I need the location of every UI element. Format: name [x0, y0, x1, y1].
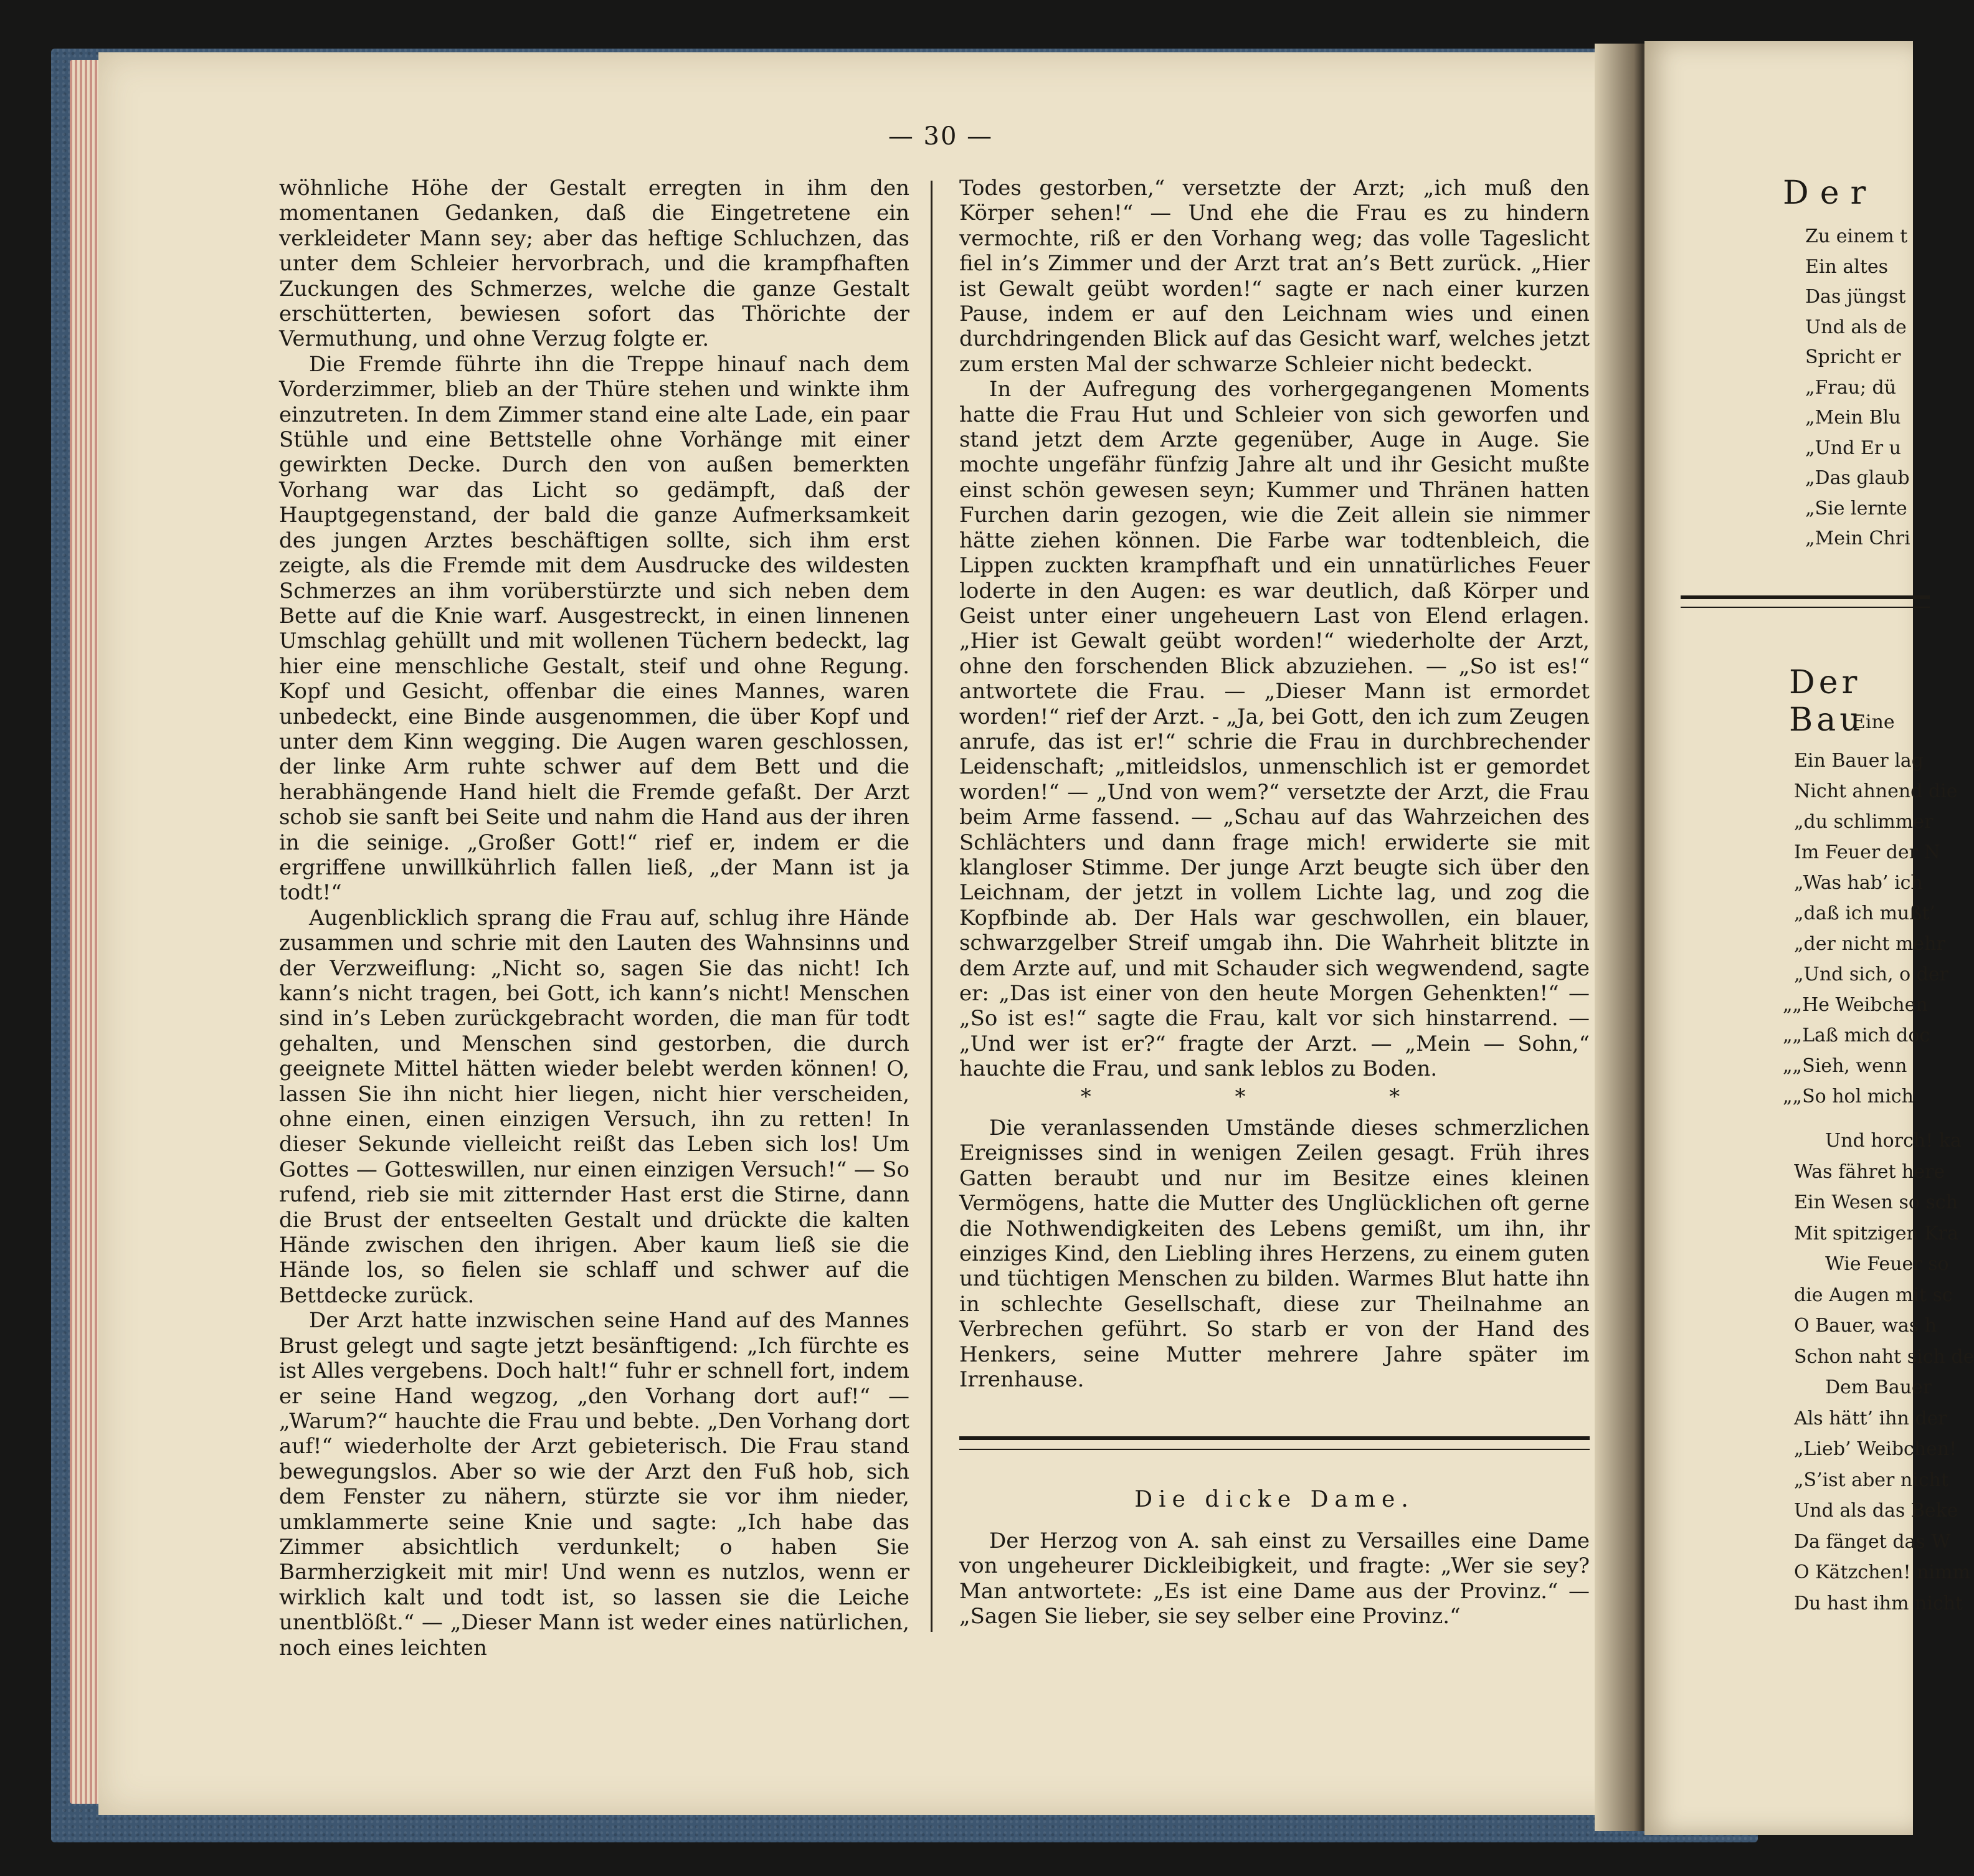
poem-line: „Sie lernte	[1805, 497, 1907, 519]
poem-line: O Bauer, was h	[1794, 1315, 1937, 1337]
right-column	[959, 176, 1590, 1629]
poem-line: „Mein Chri	[1805, 528, 1910, 549]
poem-line: Und als de	[1805, 316, 1907, 338]
poem-line: „„So hol mich	[1783, 1086, 1914, 1107]
poem-subtitle-2: Eine	[1852, 711, 1895, 733]
poem-line: Spricht er	[1805, 346, 1901, 368]
poem-line: Im Feuer der N	[1794, 841, 1940, 863]
poem-line: „S’ist aber nicht	[1794, 1469, 1949, 1491]
poem-line: „„Sieh, wenn	[1783, 1055, 1907, 1077]
paragraph: In der Aufregung des vorhergegangenen Moments hatte die Frau Hut und Schleier von sich geworfen und stand jetzt dem Arzte gegenüber, Auge in Auge. Sie mochte ungefähr fünfzig Jahre alt und ihr Gesicht mußte einst schön gewesen seyn; Kummer und Thränen hatten Furchen darin gezogen, wie die Zeit allein sie nimmer hätte ziehen können. Die Farbe war todtenbleich, die Lippen zuckten krampfhaft und ein unnatürliches Feuer loderte in den Augen: es war deutlich, daß Körper und Geist unter einer ungeheuern Last von Elend erlagen. „Hier ist Gewalt geübt worden!“ wiederholte der Arzt, ohne den forschenden Blick abzuziehen. — „So ist es!“ antwortete die Frau. — „Dieser Mann ist ermordet worden!“ rief der Arzt. - „Ja, bei Gott, den ich zum Zeugen anrufe, das ist er!“ schrie die Frau in durchbrechender Leidenschaft; „mitleidslos, unmenschlich ist er gemordet worden!“ — „Und von wem?“ versetzte der Arzt, die Frau beim Arme fassend. — „Schau auf das Wahrzeichen des Schlächters und dann frage mich! erwiderte sie mit klangloser Stimme. Der junge Arzt beugte sich über den Leichnam, der jetzt in vollem Lichte lag, und zog die Kopfbinde ab. Der Hals war geschwollen, ein blauer, schwarzgelber Streif umgab ihn. Die Wahrheit blitzte in dem Arzte auf, und mit Schauder sich wegwendend, sagte er: „Das ist einer von den heute Morgen Gehenkten!“ — „So ist es!“ sagte die Frau, kalt vor sich hinstarrend. — „Und wer ist er?“ fragte der Arzt. — „Mein — Sohn,“ hauchte die Frau, und sank leblos zu Boden.	[959, 377, 1590, 1082]
poem-line: „„Laß mich doc	[1783, 1025, 1930, 1046]
paragraph: Der Arzt hatte inzwischen seine Hand auf des Mannes Brust gelegt und sagte jetzt besänftigend: „Ich fürchte es ist Alles vergebens. Doch halt!“ fuhr er schnell fort, indem er seine Hand wegzog, „den Vorhang dort auf!“ — „Warum?“ hauchte die Frau und bebte. „Den Vorhang dort auf!“ wiederholte der Arzt gebieterisch. Die Frau stand bewegungslos. Aber so wie der Arzt den Fuß hob, sich dem Fenster zu nähern, stürzte sie vor ihm nieder, umklammerte seine Knie und sagte: „Ich habe das Zimmer absichtlich verdunkelt; o haben Sie Barmherzigkeit mit mir! Und wenn es nutzlos, wenn er wirklich kalt und todt ist, so lassen sie die Leiche unentblößt.“ — „Dieser Mann ist weder eines natürlichen, noch eines leichten	[279, 1308, 909, 1660]
right-page	[1644, 41, 1974, 1835]
poem-line: Ein Wesen so sch	[1794, 1191, 1958, 1213]
poem-line: Nicht ahnend die	[1794, 780, 1958, 802]
paragraph: Die Fremde führte ihn die Treppe hinauf nach dem Vorderzimmer, blieb an der Thüre stehen und winkte ihm einzutreten. In dem Zimmer stand eine alte Lade, ein paar Stühle und eine Bettstelle ohne Vorhänge mit einer gewirkten Decke. Durch den von außen bemerkten Vorhang war das Licht so gedämpft, daß der Hauptgegenstand, der bald die ganze Aufmerksamkeit des jungen Arztes beschäftigen sollte, sich ihm erst zeigte, als die Fremde mit dem Ausdrucke des wildesten Schmerzes an ihm vorüberstürzte und sich neben dem Bette auf die Knie warf. Ausgestreckt, in einen linnenen Umschlag gehüllt und mit wollenen Tüchern bedeckt, lag hier eine menschliche Gestalt, steif und ohne Regung. Kopf und Gesicht, offenbar die eines Mannes, waren unbedeckt, eine Binde ausgenommen, die über Kopf und unter dem Kinn wegging. Die Augen waren geschlossen, der linke Arm ruhte schwer auf dem Bett und die herabhängende Hand hielt die Fremde gefaßt. Der Arzt schob sie sanft bei Seite und nahm die Hand aus der ihren in die seinige. „Großer Gott!“ rief er, indem er die ergriffene unwillkührlich fallen ließ, „der Mann ist ja todt!“	[279, 351, 909, 906]
poem-title-2: Der Bau	[1789, 664, 1864, 739]
poem-line: „„He Weibchen	[1783, 994, 1928, 1016]
poem-line: Wie Feuer so	[1825, 1253, 1949, 1275]
poem-line: O Kätzchen! nimm	[1794, 1561, 1970, 1583]
poem-line: „Das glaub	[1805, 467, 1910, 489]
poem-line: die Augen mit sc	[1794, 1284, 1953, 1306]
anecdote-title: Die dicke Dame.	[1134, 1486, 1415, 1512]
poem-line: Schon naht sich de	[1794, 1345, 1974, 1368]
poem-title-1: Der	[1783, 174, 1877, 212]
poem-line: „Lieb’ Weibchen!	[1794, 1438, 1957, 1460]
poem-line: „der nicht mehr	[1794, 933, 1945, 955]
poem-line: Als hätt’ ihn der	[1794, 1407, 1947, 1429]
poem-line: „Frau; dü	[1805, 376, 1897, 399]
epilogue-paragraph: Die veranlassenden Umstände dieses schmerzlichen Ereignisses sind in wenigen Zeilen gesagt. Früh ihres Gatten beraubt und nur im Besitze eines kleinen Vermögens, hatte die Mutter des Unglücklichen oft gerne die Nothwendigkeiten des Lebens gemißt, um ihn, ihr einziges Kind, den Liebling ihres Herzens, zu einem guten und tüchtigen Menschen zu bilden. Warmes Blut hatte ihn in schlechte Gesellschaft, diese zur Theilnahme an Verbrechen geführt. So starb er von der Hand des Henkers, seine Mutter mehrere Jahre später im Irrenhause.	[959, 1116, 1590, 1393]
paragraph: Todes gestorben,“ versetzte der Arzt; „ich muß den Körper sehen!“ — Und ehe die Frau es zu hindern vermochte, riß er den Vorhang weg; das volle Tageslicht fiel in’s Zimmer und der Arzt trat an’s Bett zurück. „Hier ist Gewalt geübt worden!“ sagte er nach einer kurzen Pause, indem er auf den Leichnam wies und einen durchdringenden Blick auf das Gesicht warf, welches jetzt zum ersten Mal der schwarze Schleier nicht bedeckt.	[959, 176, 1590, 377]
left-column	[279, 176, 909, 1660]
paragraph: wöhnliche Höhe der Gestalt erregten in ihm den momentanen Gedanken, daß die Eingetretene ein verkleideter Mann sey; aber das heftige Schluchzen, das unter dem Schleier hervorbrach, und die krampfhaften Zuckungen des Schmerzes, welche die ganze Gestalt erschütterten, bewiesen sofort das Thörichte der Vermuthung, und ohne Verzug folgte er.	[279, 176, 909, 352]
poem-line: „Mein Blu	[1805, 407, 1901, 429]
column-divider	[931, 181, 932, 1632]
page-number: — 30 —	[888, 122, 994, 151]
poem-line: „Und Er u	[1805, 437, 1901, 459]
poem-line: Und horch! ka	[1825, 1130, 1962, 1152]
section-separator	[1681, 595, 1930, 608]
poem-line: Da fänget das W	[1794, 1530, 1951, 1553]
poem-line: „Was hab’ ich	[1794, 872, 1923, 894]
poem-line: Ein Bauer lag	[1794, 750, 1924, 772]
poem-line: Du hast ihm nicht	[1794, 1592, 1963, 1614]
poem-line: Zu einem t	[1805, 225, 1908, 247]
poem-line: „daß ich mußt’	[1794, 902, 1935, 924]
poem-line: Und als das Beke	[1794, 1500, 1958, 1522]
poem-line: Was fähret here	[1794, 1160, 1945, 1183]
poem-line: „Und sich, o der	[1794, 964, 1948, 985]
poem-line: Das jüngst	[1805, 286, 1906, 308]
poem-line: Dem Bauer	[1825, 1376, 1932, 1398]
section-separator	[959, 1436, 1590, 1450]
poem-line: Mit spitzigen Kra	[1794, 1222, 1959, 1244]
poem-line: „du schlimmer	[1794, 811, 1934, 833]
anecdote-paragraph: Der Herzog von A. sah einst zu Versailles eine Dame von ungeheurer Dickleibigkeit, und fragte: „Wer sie sey? Man antwortete: „Es ist eine Dame aus der Provinz.“ — „Sagen Sie lieber, sie sey selber eine Provinz.“	[959, 1528, 1590, 1629]
section-stars: * * *	[1080, 1084, 1469, 1109]
paragraph: Augenblicklich sprang die Frau auf, schlug ihre Hände zusammen und schrie mit den Lauten des Wahnsinns und der Verzweiflung: „Nicht so, sagen Sie das nicht! Ich kann’s nicht tragen, bei Gott, ich kann’s nicht! Menschen sind in’s Leben zurückgebracht worden, die man für todt gehalten, und Menschen sind gestorben, die durch geeignete Mittel hätten wieder belebt werden können! O, lassen Sie ihn nicht hier liegen, nicht hier verscheiden, ohne einen, einen einzigen Versuch, ihn zu retten! In dieser Sekunde vielleicht reißt das Leben sich los! Um Gottes — Gotteswillen, nur einen einzigen Versuch!“ — So rufend, rieb sie mit zitternder Hast erst die Stirne, dann die Brust der entseelten Gestalt und drückte die kalten Hände zwischen den ihrigen. Aber kaum ließ sie die Hände los, so fielen sie schlaff und schwer auf die Bettdecke zurück.	[279, 905, 909, 1308]
poem-line: Ein altes	[1805, 255, 1889, 278]
